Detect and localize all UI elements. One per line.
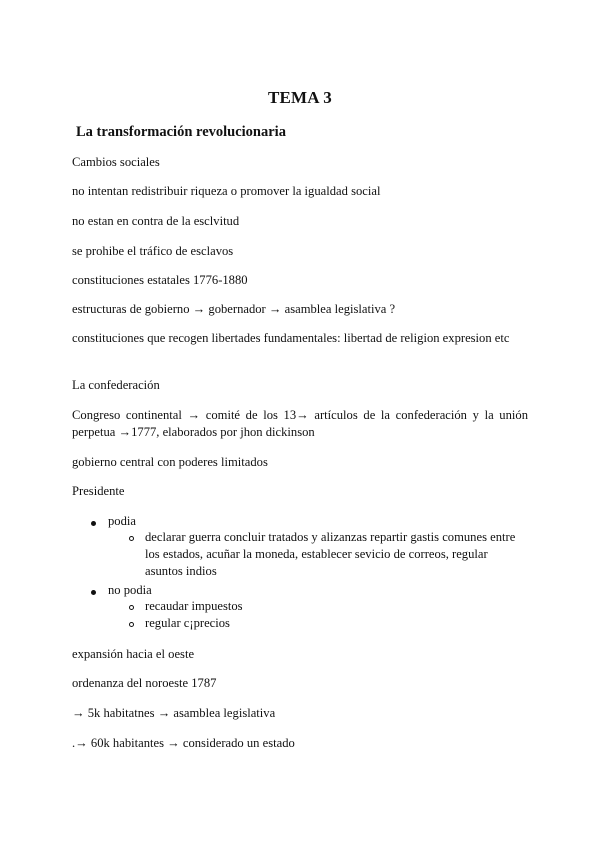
paragraph: ordenanza del noroeste 1787	[72, 676, 217, 690]
paragraph: .→ 60k habitantes → considerado un estado	[72, 736, 295, 750]
paragraph: constituciones estatales 1776-1880	[72, 273, 248, 287]
bullet-circle-icon	[129, 605, 134, 610]
bullet-circle-icon	[129, 536, 134, 541]
list-subitem: declarar guerra concluir tratados y alizanzas repartir gastis comunes entre los estados, acuñar la moneda, establecer sevicio de correos, regular asuntos indios	[145, 530, 516, 578]
paragraph: se prohibe el tráfico de esclavos	[72, 244, 234, 258]
list-subitem: recaudar impuestos	[145, 599, 243, 613]
bullet-disc-icon	[91, 590, 96, 595]
section-heading: La transformación revolucionaria	[76, 124, 286, 140]
paragraph-confederacion: La confederación	[72, 378, 160, 392]
paragraph: gobierno central con poderes limitados	[72, 455, 268, 469]
list-subitem: regular c¡precios	[145, 616, 230, 630]
paragraph: estructuras de gobierno → gobernador → asamblea legislativa ?	[72, 302, 396, 316]
paragraph: → 5k habitatnes → asamblea legislativa	[72, 706, 276, 720]
page-title: TEMA 3	[267, 88, 332, 107]
paragraph: constituciones que recogen libertades fundamentales: libertad de religion expresion etc	[72, 331, 510, 345]
list-item-podia: podia	[108, 514, 136, 528]
bullet-disc-icon	[91, 521, 96, 526]
paragraph-presidente: Presidente	[72, 484, 125, 498]
paragraph: Congreso continental → comité de los 13→ artículos de la confederación y la unión perpetua →1777, elaborados por jhon dickinson	[72, 408, 528, 439]
paragraph-cambios-sociales: Cambios sociales	[72, 155, 160, 169]
paragraph: no intentan redistribuir riqueza o promover la igualdad social	[72, 184, 381, 198]
paragraph: expansión hacia el oeste	[72, 647, 195, 661]
paragraph: no estan en contra de la esclvitud	[72, 214, 240, 228]
list-item-no-podia: no podia	[108, 583, 152, 597]
bullet-circle-icon	[129, 622, 134, 627]
